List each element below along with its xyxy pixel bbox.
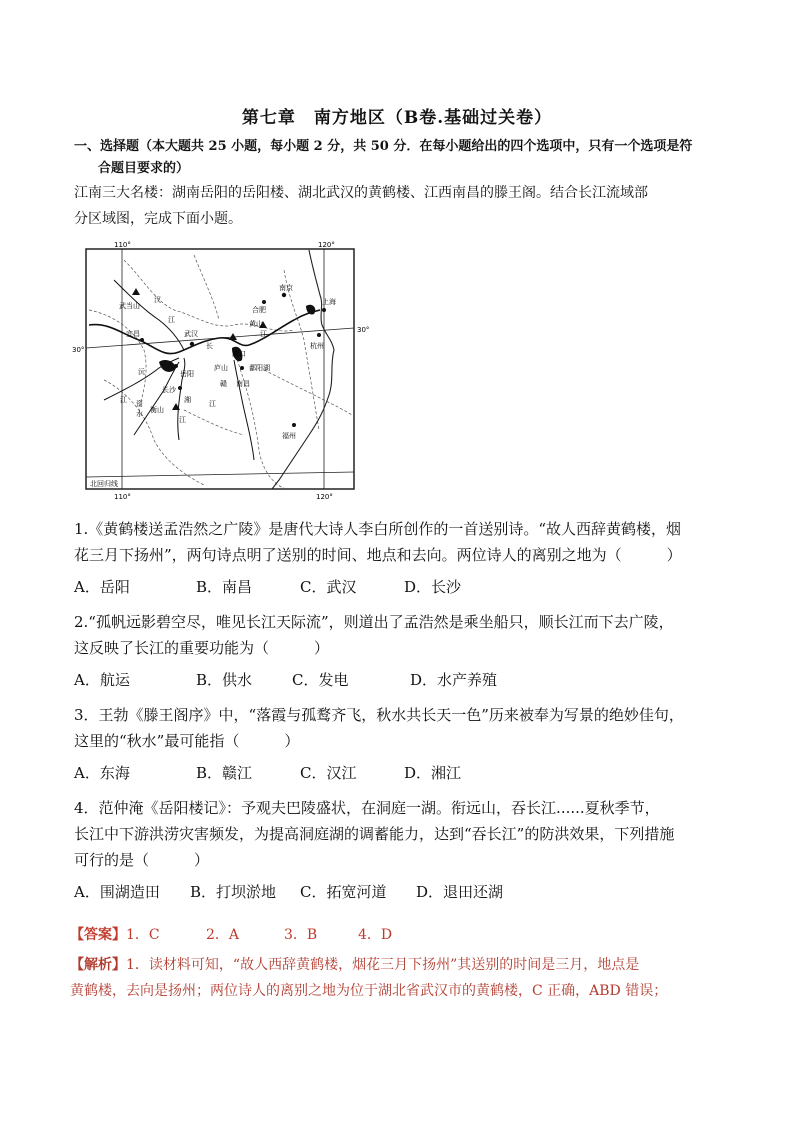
option-a: A．岳阳 — [74, 578, 130, 596]
section-heading-line1: 一、选择题（本大题共 25 小题，每小题 2 分，共 50 分．在每小题给出的四个选项中，只有一个选项是符 — [74, 139, 693, 154]
question-3-line1: 3．王勃《滕王阁序》中，“落霞与孤鹜齐飞，秋水共长天一色”历来被奉为写景的绝妙佳句， — [74, 706, 684, 724]
option-c: C．汉江 — [300, 764, 357, 782]
label-wudangshan: 武当山 — [119, 302, 140, 310]
analysis-line1 — [70, 952, 734, 978]
yangtze-map — [72, 240, 384, 502]
question-4-options — [74, 879, 734, 905]
intro-text — [74, 180, 734, 232]
label-nanchang: 南昌 — [236, 380, 250, 388]
label-chang: 长 — [206, 342, 213, 350]
answer-1: 1．C — [126, 927, 160, 943]
question-4-line1: 4．范仲淹《岳阳楼记》：予观夫巴陵盛状，在洞庭一湖。衔远山，吞长江......夏秋季节， — [74, 799, 660, 817]
label-gan: 赣 — [220, 380, 227, 388]
lat-label-30-left: 30° — [72, 346, 85, 354]
answer-3: 3．B — [284, 927, 318, 943]
label-yichang: 宜昌 — [126, 330, 140, 338]
question-2-line1: 2.“孤帆远影碧空尽，唯见长江天际流”，则道出了孟浩然是乘坐船只，顺长江而下去广陵， — [74, 613, 674, 631]
analysis-block — [70, 952, 734, 1004]
question-3-options — [74, 760, 734, 786]
option-b: B．打坝淤地 — [190, 883, 277, 901]
analysis-tag: 【解析】 — [70, 957, 126, 973]
question-2 — [74, 609, 734, 693]
option-b: B．供水 — [196, 671, 253, 689]
question-4 — [74, 795, 734, 905]
label-hefei: 合肥 — [252, 306, 266, 314]
label-han: 汉 — [154, 296, 161, 304]
label-poyanghu: 鄱阳湖 — [249, 364, 270, 372]
label-yueyang: 岳阳 — [180, 370, 194, 378]
lon-label-120-top: 120° — [318, 241, 335, 249]
label-yuan: 沅 — [138, 368, 145, 376]
lat-label-30-right: 30° — [357, 326, 370, 334]
analysis-line2: 黄鹤楼，去向是扬州；两位诗人的离别之地为位于湖北省武汉市的黄鹤楼，C 正确，ABD 错误； — [70, 983, 668, 999]
option-d: D．湘江 — [404, 764, 462, 782]
question-1-line2: 花三月下扬州”，两句诗点明了送别的时间、地点和去向。两位诗人的离别之地为（ ） — [74, 546, 682, 564]
label-jiang-5: 江 — [260, 330, 267, 338]
question-3-line2: 这里的“秋水”最可能指（ ） — [74, 732, 300, 750]
question-3 — [74, 702, 734, 786]
answer-4: 4．D — [358, 927, 393, 943]
label-lushan: 庐山 — [214, 364, 228, 372]
label-wuhan: 武汉 — [184, 330, 198, 338]
label-fuzhou: 福州 — [282, 432, 296, 440]
label-shanghai: 上海 — [322, 298, 336, 306]
option-a: A．航运 — [74, 671, 130, 689]
answer-block — [70, 924, 734, 944]
label-hangzhou: 杭州 — [310, 342, 324, 350]
answer-tag: 【答案】 — [70, 927, 126, 943]
label-jiang-4: 江 — [209, 400, 216, 408]
intro-line2: 分区域图，完成下面小题。 — [74, 211, 242, 227]
label-zi: 资 — [136, 400, 143, 408]
label-nanjing: 南京 — [279, 284, 293, 292]
analysis-text-c: 其送别的时间是三月，地点是 — [457, 957, 640, 973]
option-a: A．围湖造田 — [74, 883, 160, 901]
question-4-line3: 可行的是（ ） — [74, 851, 210, 869]
page-title: 第七章 南方地区（B卷.基础过关卷） — [241, 108, 553, 128]
label-jiang-2: 江 — [179, 416, 186, 424]
answer-2: 2．A — [206, 927, 240, 943]
label-jiang-3: 江 — [120, 396, 127, 404]
question-2-options — [74, 667, 734, 693]
label-hukou: 湖口 — [232, 350, 246, 358]
question-4-line2: 长江中下游洪涝灾害频发，为提高洞庭湖的调蓄能力，达到“吞长江”的防洪效果，下列措施 — [74, 825, 675, 843]
option-c: C．发电 — [292, 671, 349, 689]
label-xiang: 湘 — [184, 396, 191, 404]
analysis-text-a: 1．读材料可知， — [126, 957, 233, 973]
analysis-quote: “故人西辞黄鹤楼，烟花三月下扬州” — [232, 957, 458, 973]
option-c: C．拓宽河道 — [300, 883, 387, 901]
section-heading-line2: 合题目要求的） — [98, 161, 190, 176]
lon-label-110-bottom: 110° — [114, 493, 131, 501]
label-hengshan: 衡山 — [150, 406, 164, 414]
option-b: B．赣江 — [196, 764, 253, 782]
option-d: D．长沙 — [404, 578, 462, 596]
lon-label-120-bottom: 120° — [316, 493, 333, 501]
question-1 — [74, 516, 734, 600]
label-huangshan: 黄山 — [249, 320, 263, 328]
label-jiang-1: 江 — [168, 316, 175, 324]
option-d: D．退田还湖 — [416, 883, 504, 901]
label-shui: 水 — [136, 410, 143, 418]
option-b: B．南昌 — [196, 578, 253, 596]
question-2-line2: 这反映了长江的重要功能为（ ） — [74, 639, 330, 657]
label-changsha: 长沙 — [162, 386, 176, 394]
lon-label-110-top: 110° — [114, 241, 131, 249]
option-c: C．武汉 — [300, 578, 357, 596]
question-1-options — [74, 574, 734, 600]
option-d: D．水产养殖 — [410, 671, 498, 689]
tropic-label: 北回归线 — [90, 480, 118, 488]
question-1-line1: 1.《黄鹤楼送孟浩然之广陵》是唐代大诗人李白所创作的一首送别诗。“故人西辞黄鹤楼，烟 — [74, 520, 681, 538]
intro-line1: 江南三大名楼：湖南岳阳的岳阳楼、湖北武汉的黄鹤楼、江西南昌的滕王阁。结合长江流域部 — [74, 185, 648, 201]
option-a: A．东海 — [74, 764, 130, 782]
section-heading — [74, 136, 734, 180]
